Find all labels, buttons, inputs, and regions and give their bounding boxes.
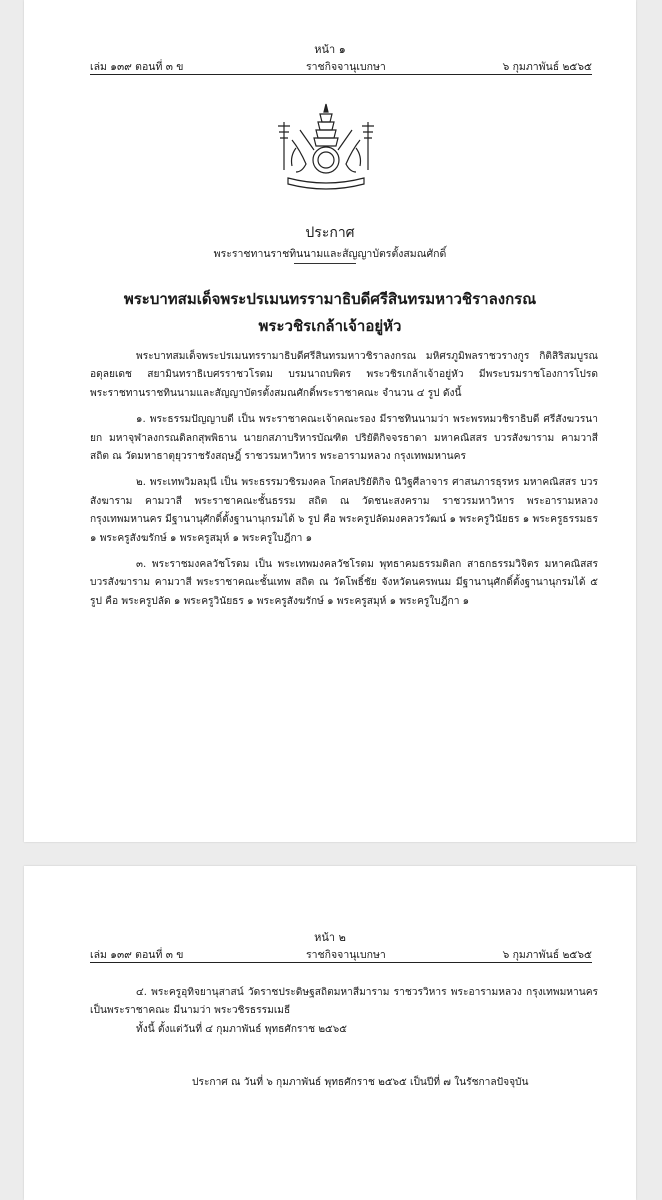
document-subtitle: พระราชทานราชทินนามและสัญญาบัตรตั้งสมณศักดิ์: [213, 248, 447, 260]
document-body: [90, 348, 598, 611]
document-body: [90, 984, 598, 1039]
item-1-paragraph: ๑. พระธรรมปัญญาบดี เป็น พระราชาคณะเจ้าคณะรอง มีราชทินนามว่า พระพรหมวชิราธิบดี ศรีสังฆวรนายก มหาจุฬาลงกรณดิลกสุพพิธาน นายกสภาบริหารบัณฑิต ปริยัติกิจจรธาดา มหาคณิสสร บวรสังฆาราม คามวาสี สถิต ณ วัดมหาธาตุยุวราชรังสฤษฎิ์ ราชวรมหาวิหาร พระอารามหลวง กรุงเทพมหานคร: [90, 414, 598, 463]
gazette-page-2: [24, 866, 636, 1200]
title-divider: [294, 263, 356, 264]
king-name-line-1: พระบาทสมเด็จพระปรเมนทรรามาธิบดีศรีสินทรมหาวชิราลงกรณ: [123, 290, 537, 308]
header-date: ๖ กุมภาพันธ์ ๒๕๖๕: [502, 61, 592, 73]
header-gazette: ราชกิจจานุเบกษา: [306, 61, 386, 73]
header-gazette: ราชกิจจานุเบกษา: [306, 949, 386, 961]
proclamation-date: ประกาศ ณ วันที่ ๖ กุมภาพันธ์ พุทธศักราช ๒๕๖๕ เป็นปีที่ ๗ ในรัชกาลปัจจุบัน: [192, 1077, 529, 1088]
page-header: [90, 946, 592, 963]
king-name-line-2: พระวชิรเกล้าเจ้าอยู่หัว: [258, 317, 402, 335]
intro-paragraph: พระบาทสมเด็จพระปรเมนทรรามาธิบดีศรีสินทรมหาวชิราลงกรณ มหิศรภูมิพลราชวรางกูร กิติสิริสมบูรณอดุลยเดช สยามินทราธิเบศรราชวโรดม บรมนาถบพิตร พระวชิรเกล้าเจ้าอยู่หัว มีพระบรมราชโองการโปรดพระราชทานราชทินนามและสัญญาบัตรตั้งสมณศักดิ์พระราชาคณะ จำนวน ๔ รูป ดังนี้: [90, 351, 598, 399]
item-3-paragraph: ๓. พระราชมงคลวัชโรดม เป็น พระเทพมงคลวัชโรดม พุทธาคมธรรมดิลก สาธกธรรมวิจิตร มหาคณิสสร บวรสังฆาราม คามวาสี พระราชาคณะชั้นเทพ สถิต ณ วัดโพธิ์ชัย จังหวัดนครพนม มีฐานานุศักดิ์ตั้งฐานานุกรมได้ ๕ รูป คือ พระครูปลัด ๑ พระครูวินัยธร ๑ พระครูสังฆรักษ์ ๑ พระครูสมุห์ ๑ พระครูใบฎีกา ๑: [90, 559, 598, 607]
effective-date: ทั้งนี้ ตั้งแต่วันที่ ๔ กุมภาพันธ์ พุทธศักราช ๒๕๖๕: [136, 1023, 347, 1035]
page-number: หน้า ๑: [314, 43, 346, 56]
page-header: [90, 58, 592, 75]
gazette-page-1: [24, 0, 636, 842]
header-volume: เล่ม ๑๓๙ ตอนที่ ๓ ข: [90, 61, 184, 73]
royal-emblem-icon: [270, 100, 382, 192]
item-2-paragraph: ๒. พระเทพวิมลมุนี เป็น พระธรรมวชิรมงคล โกศลปริยัติกิจ นิวิฐศีลาจาร ศาสนภารธุรหร มหาคณิสสร บวรสังฆาราม คามวาสี พระราชาคณะชั้นธรรม สถิต ณ วัดชนะสงคราม ราชวรมหาวิหาร พระอารามหลวง กรุงเทพมหานคร มีฐานานุศักดิ์ตั้งฐานานุกรมได้ ๖ รูป คือ พระครูปลัดมงคลวรวัฒน์ ๑ พระครูวินัยธร ๑ พระครูธรรมธร ๑ พระครูสังฆรักษ์ ๑ พระครูสมุห์ ๑ พระครูใบฎีกา ๑: [90, 477, 598, 544]
item-4-paragraph: ๔. พระครูอุทิจยานุสาสน์ วัดราชประดิษฐสถิตมหาสีมาราม ราชวรวิหาร พระอารามหลวง กรุงเทพมหานคร เป็นพระราชาคณะ มีนามว่า พระวชิรธรรมเมธี: [90, 987, 598, 1017]
header-volume: เล่ม ๑๓๙ ตอนที่ ๓ ข: [90, 949, 184, 961]
document-title: ประกาศ: [305, 225, 355, 241]
page-number: หน้า ๒: [314, 931, 346, 944]
header-date: ๖ กุมภาพันธ์ ๒๕๖๕: [502, 949, 592, 961]
